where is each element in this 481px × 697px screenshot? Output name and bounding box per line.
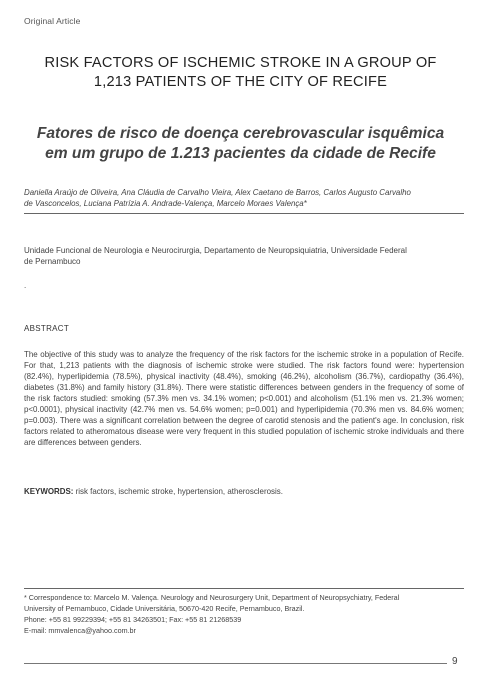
abstract-body: The objective of this study was to analyze the frequency of the risk factors for the ischemic stroke in a population of Recife. For that, 1,213 patients with the diagnosis of ischemic stroke were studied. The risk factors found were: hypertension (82.4%), hyperlipidemia (78.5%), physical inactivity (48.4%), smoking (46.2%), alcoholism (36.7%), cardiopathy (36.4%), diabetes (31.8%) and family history (31.8%). There were statistic differences between genders in the frequency of some of the risk factors studied: smoking (57.3% men vs. 34.1% women; p<0.001) and alcoholism (51.1% men vs. 21.3% women; p<0.0001), physical inactivity (42.7% men vs. 54.6% women; p=0.001) and hyperlipidemia (70.3% men vs. 84.6% women; p=0.003). There was a significant correlation between the degree of carotid stenosis and the patient's age. In conclusion, risk factors related to atheromatous disease were very frequent in this studied population of ischemic stroke individuals and there are differences between genders. [24, 350, 464, 447]
page-number: 9 [452, 656, 458, 667]
author-divider [24, 213, 464, 214]
correspondence-footnote [24, 592, 464, 636]
footnote-line: * Correspondence to: Marcelo M. Valença. Neurology and Neurosurgery Unit, Department of Neuropsychiatry, Federal [24, 593, 400, 602]
footnote-divider [24, 588, 464, 589]
affiliation-line: Unidade Funcional de Neurologia e Neurocirurgia, Departamento de Neuropsiquiatria, Universidade Federal [24, 246, 407, 255]
subtitle-line: em um grupo de 1.213 pacientes da cidade de Recife [45, 145, 436, 162]
affiliation-line: de Pernambuco [24, 257, 81, 266]
subtitle-line: Fatores de risco de doença cerebrovascular isquêmica [36, 125, 445, 142]
title-line: RISK FACTORS OF ISCHEMIC STROKE IN A GROUP OF [44, 55, 437, 71]
title-line: 1,213 PATIENTS OF THE CITY OF RECIFE [93, 74, 388, 90]
footnote-line: University of Pernambuco, Cidade Universitária, 50670-420 Recife, Pernambuco, Brazil. [24, 604, 305, 613]
page-footer-rule [24, 663, 447, 664]
article-title [20, 54, 461, 92]
footnote-email-line[interactable]: E-mail: mmvalenca@yahoo.com.br [24, 626, 136, 635]
keywords [24, 486, 464, 497]
keywords-list: risk factors, ischemic stroke, hypertension, atherosclerosis. [73, 487, 283, 496]
keywords-label: KEYWORDS: [24, 487, 74, 496]
footnote-line: Phone: +55 81 99229394; +55 81 34263501; Fax: +55 81 21268539 [24, 615, 242, 624]
author-list [24, 187, 464, 209]
article-type-label: Original Article [24, 16, 81, 26]
author-line: Daniella Araújo de Oliveira, Ana Cláudia de Carvalho Vieira, Alex Caetano de Barros, Carlos Augusto Carvalho [24, 188, 411, 197]
stray-period: . [24, 281, 27, 290]
article-subtitle-portuguese [20, 124, 461, 164]
affiliation [24, 245, 464, 267]
abstract-heading: ABSTRACT [24, 324, 70, 333]
author-line: de Vasconcelos, Luciana Patrízia A. Andrade-Valença, Marcelo Moraes Valença* [24, 199, 307, 208]
